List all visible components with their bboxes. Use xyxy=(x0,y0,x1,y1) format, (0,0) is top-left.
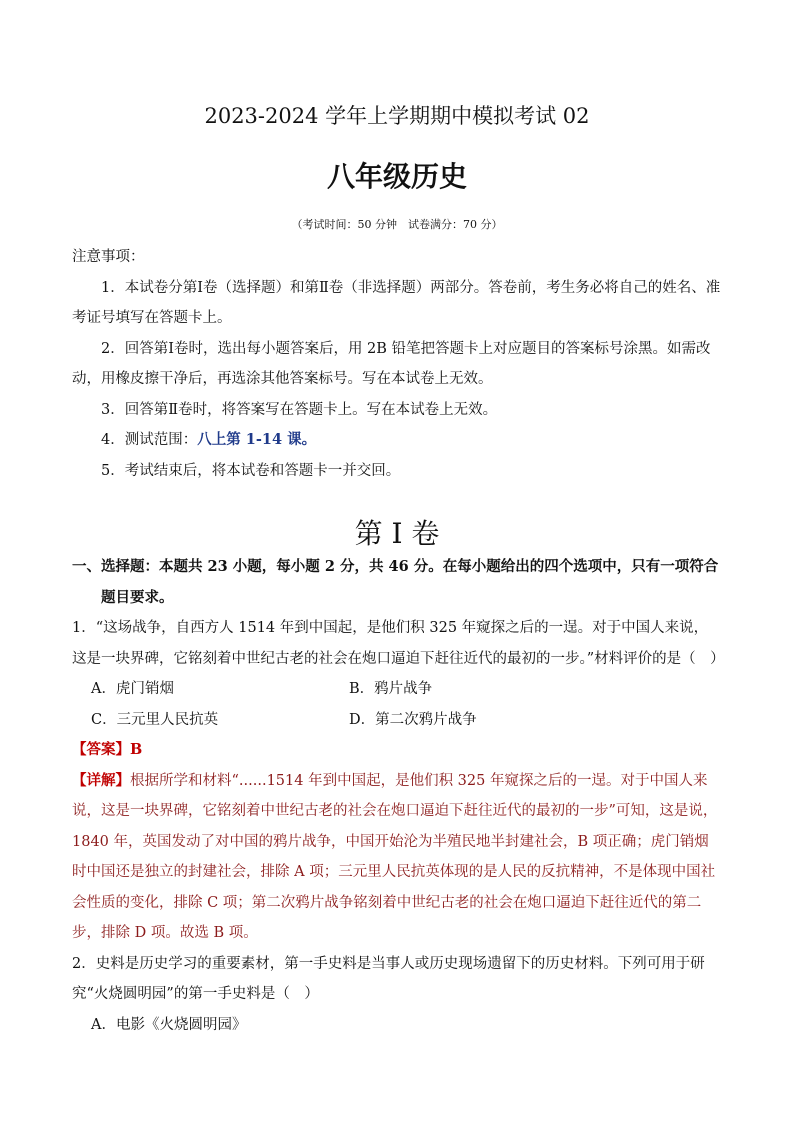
part1-instruction: 一、选择题：本题共 23 小题，每小题 2 分，共 46 分。在每小题给出的四个选项中，只有一项符合题目要求。 xyxy=(72,558,719,606)
exam-title: 2023-2024 学年上学期期中模拟考试 02 xyxy=(204,104,590,128)
notice-item-3: 3．回答第Ⅱ卷时，将答案写在答题卡上。写在本试卷上无效。 xyxy=(101,401,498,418)
q2-options-row-1 xyxy=(72,1010,722,1041)
notice-item-4-prefix: 4．测试范围： xyxy=(101,432,198,448)
notice-block xyxy=(72,242,722,486)
exam-info: （考试时间：50 分钟 试卷满分：70 分） xyxy=(291,218,503,231)
answer-label: 【答案】 xyxy=(72,741,130,758)
q1-options-row-1 xyxy=(72,674,722,705)
notice-item-2: 2．回答第Ⅰ卷时，选出每小题答案后，用 2B 铅笔把答题卡上对应题目的答案标号涂黑。如需改动，用橡皮擦干净后，再选涂其他答案标号。写在本试卷上无效。 xyxy=(72,340,711,387)
notice-item-5: 5．考试结束后，将本试卷和答题卡一并交回。 xyxy=(101,462,401,479)
q1-answer xyxy=(72,735,722,766)
subject-title: 八年级历史 xyxy=(326,160,467,193)
notice-heading: 注意事项： xyxy=(72,249,145,265)
q2-stem: 2．史料是历史学习的重要素材，第一手史料是当事人或历史现场遗留下的历史材料。下列可用于研究“火烧圆明园”的第一手史料是（ ） xyxy=(72,955,705,1002)
q1-option-c: C．三元里人民抗英 xyxy=(91,711,219,728)
notice-item-4 xyxy=(72,425,722,456)
answer-value: B xyxy=(130,741,143,758)
q1-option-a: A．虎门销烟 xyxy=(91,681,174,697)
detail-text: 根据所学和材料“......1514 年到中国起，是他们积 325 年窥探之后的一逞。对于中国人来说，这是一块界碑，它铭刻着中世纪古老的社会在炮口逼迫下赶往近代的最初的一步”可知，这是说，1840 年，英国发动了对中国的鸦片战争，中国开始沦为半殖民地半封建社会，B 项正确；虎门销烟时中国还是独立的封建社会，排除 A 项；三元里人民抗英体现的是人民的反抗精神，不是体现中国社会性质的变化，排除 C 项；第二次鸦片战争铭刻着中世纪古老的社会在炮口逼迫下赶往近代的第二步，排除 D 项。故选 B 项。 xyxy=(72,772,718,941)
q1-options-row-2 xyxy=(72,705,722,736)
q1-option-b: B．鸦片战争 xyxy=(349,681,433,697)
notice-item-1: 1．本试卷分第Ⅰ卷（选择题）和第Ⅱ卷（非选择题）两部分。答卷前，考生务必将自己的姓名、准考证号填写在答题卡上。 xyxy=(72,279,721,326)
section-title: 第 I 卷 xyxy=(354,517,440,550)
questions-block xyxy=(72,552,725,1040)
q1-detail xyxy=(72,766,722,949)
test-scope: 八上第 1-14 课。 xyxy=(197,431,317,448)
q1-stem: 1．“这场战争，自西方人 1514 年到中国起，是他们积 325 年窥探之后的一逞。对于中国人来说，这是一块界碑，它铭刻着中世纪古老的社会在炮口逼迫下赶往近代的最初的一步。”材料评价的是（ ） xyxy=(72,620,725,667)
q2-option-a: A．电影《火烧圆明园》 xyxy=(91,1016,247,1033)
q1-option-d: D．第二次鸦片战争 xyxy=(349,711,477,728)
detail-label: 【详解】 xyxy=(72,771,130,789)
